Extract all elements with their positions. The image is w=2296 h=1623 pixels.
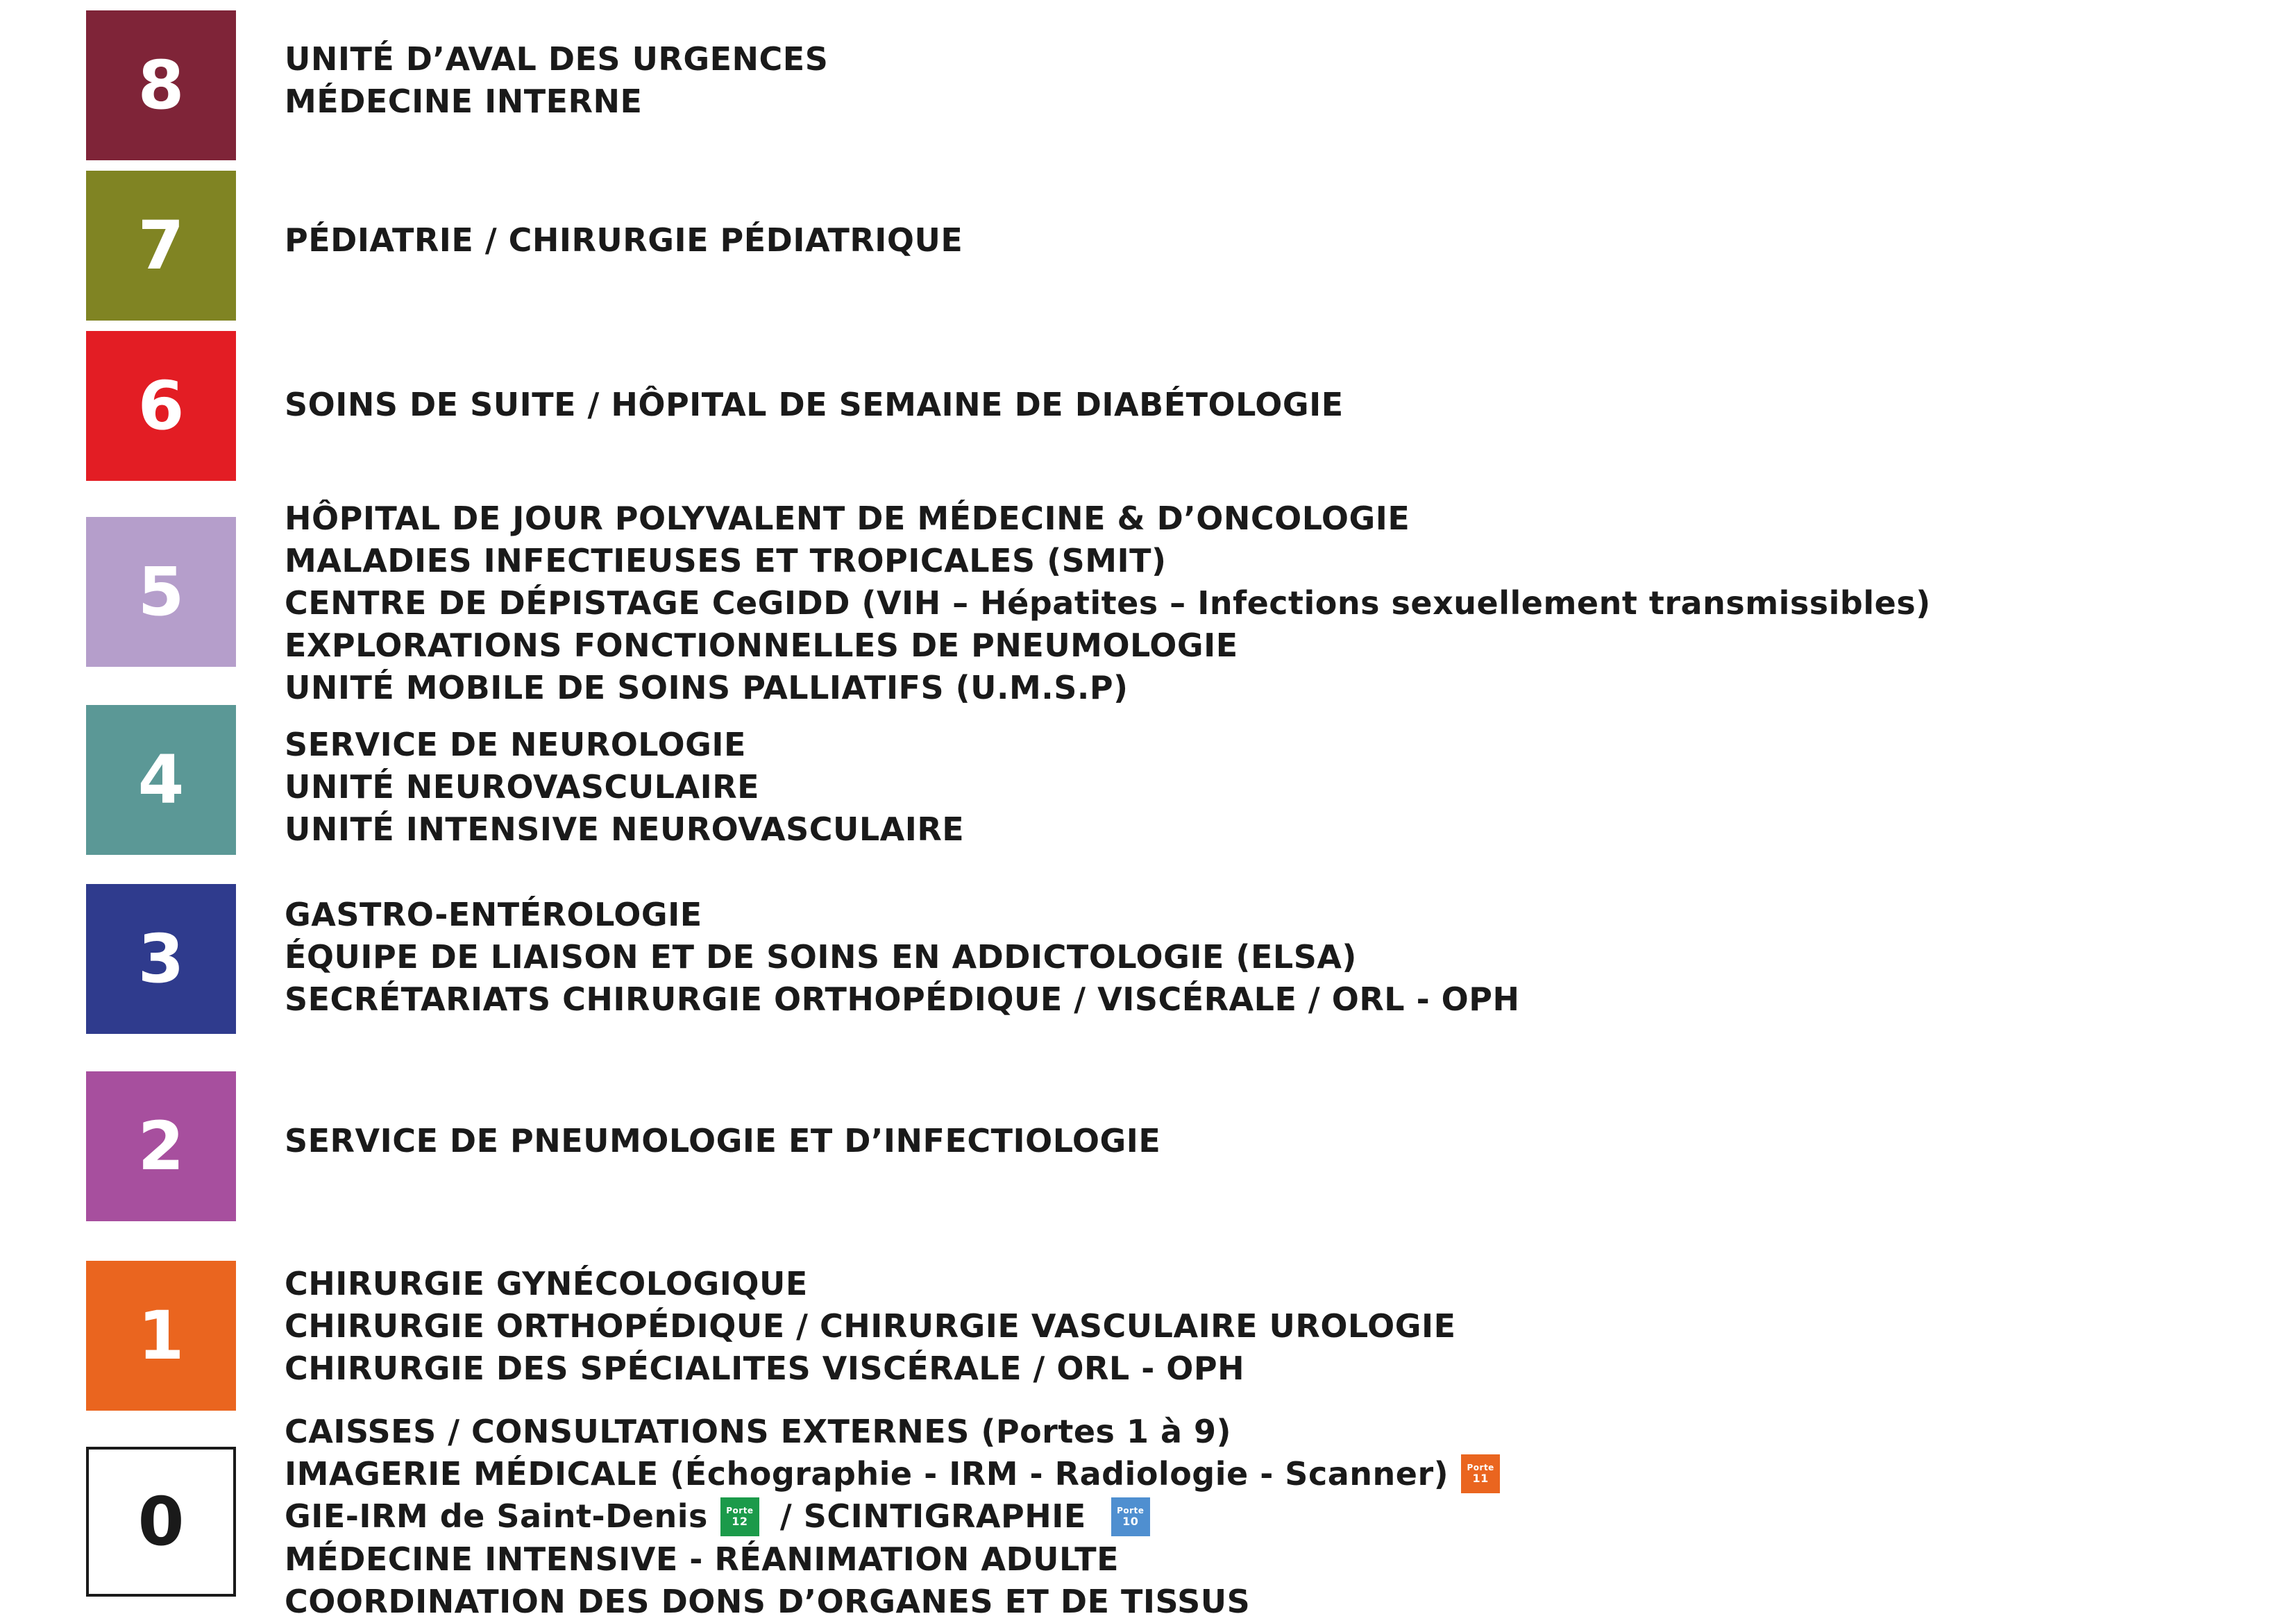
floor-5-line-4: EXPLORATIONS FONCTIONNELLES DE PNEUMOLOGIE (285, 627, 1238, 664)
floor-badge-3 (86, 884, 236, 1034)
floor-1-line-1: CHIRURGIE GYNÉCOLOGIQUE (285, 1265, 808, 1302)
floor-badge-7 (86, 171, 236, 321)
floor-number-8: 8 (137, 46, 185, 124)
floor-badge-5 (86, 517, 236, 667)
floor-1-line-2: CHIRURGIE ORTHOPÉDIQUE / CHIRURGIE VASCULAIRE UROLOGIE (285, 1307, 1456, 1345)
floor-1-line-3: CHIRURGIE DES SPÉCIALITES VISCÉRALE / ORL - OPH (285, 1350, 1245, 1387)
floor-5-line-3: CENTRE DE DÉPISTAGE CeGIDD (VIH – Hépatites – Infections sexuellement transmissibles) (285, 584, 1931, 622)
floor-3-line-1: GASTRO-ENTÉROLOGIE (285, 896, 702, 933)
floor-directory-8 (285, 38, 2268, 123)
porte-10-label: Porte (1117, 1505, 1145, 1515)
floor-badge-8 (86, 10, 236, 160)
floor-0-line-1: CAISSES / CONSULTATIONS EXTERNES (Portes 1 à 9) (285, 1412, 1232, 1450)
porte-10-number: 10 (1122, 1514, 1139, 1528)
porte-10-tag (1111, 1497, 1150, 1536)
floor-8-line-1: UNITÉ D’AVAL DES URGENCES (285, 40, 829, 78)
floor-3-line-3: SECRÉTARIATS CHIRURGIE ORTHOPÉDIQUE / VISCÉRALE / ORL - OPH (285, 980, 1520, 1018)
floor-number-7: 7 (137, 207, 185, 284)
floor-number-5: 5 (137, 553, 185, 631)
floor-badge-1 (86, 1261, 236, 1411)
porte-12-tag (720, 1497, 759, 1536)
floor-8-line-2: MÉDECINE INTERNE (285, 83, 643, 120)
floor-0-line-5: COORDINATION DES DONS D’ORGANES ET DE TISSUS (285, 1582, 1251, 1620)
floor-5-line-1: HÔPITAL DE JOUR POLYVALENT DE MÉDECINE & D’ONCOLOGIE (285, 500, 1410, 537)
floor-directory-0 (285, 1411, 2268, 1622)
floor-5-line-5: UNITÉ MOBILE DE SOINS PALLIATIFS (U.M.S.P) (285, 669, 1129, 706)
floor-number-6: 6 (137, 367, 185, 445)
floor-directory-6 (285, 384, 2268, 426)
floor-0-line-3-text-a: GIE-IRM de Saint-Denis (285, 1497, 708, 1535)
floor-number-0: 0 (137, 1483, 185, 1561)
floor-number-1: 1 (137, 1297, 185, 1375)
floor-directory-1 (285, 1263, 2268, 1390)
floor-7-line-1: PÉDIATRIE / CHIRURGIE PÉDIATRIQUE (285, 221, 963, 259)
floor-number-4: 4 (137, 741, 185, 819)
floor-3-line-2: ÉQUIPE DE LIAISON ET DE SOINS EN ADDICTOLOGIE (ELSA) (285, 938, 1357, 976)
porte-11-tag (1461, 1454, 1500, 1493)
floor-4-line-3: UNITÉ INTENSIVE NEUROVASCULAIRE (285, 810, 965, 848)
floor-0-line-3-text-b: / SCINTIGRAPHIE (779, 1497, 1086, 1535)
floor-0-line-2 (285, 1453, 2268, 1496)
floor-number-2: 2 (137, 1107, 185, 1185)
floor-6-line-1: SOINS DE SUITE / HÔPITAL DE SEMAINE DE DIABÉTOLOGIE (285, 386, 1344, 423)
floor-0-line-4: MÉDECINE INTENSIVE - RÉANIMATION ADULTE (285, 1540, 1120, 1578)
porte-12-number: 12 (732, 1514, 748, 1528)
porte-12-label: Porte (726, 1505, 754, 1515)
floor-5-line-2: MALADIES INFECTIEUSES ET TROPICALES (SMIT) (285, 542, 1167, 579)
porte-11-number: 11 (1472, 1472, 1489, 1485)
floor-directory-2 (285, 1120, 2268, 1162)
floor-badge-6 (86, 331, 236, 481)
floor-4-line-2: UNITÉ NEUROVASCULAIRE (285, 768, 760, 806)
floor-4-line-1: SERVICE DE NEUROLOGIE (285, 726, 746, 763)
floor-directory-7 (285, 219, 2268, 262)
floor-0-line-2-text: IMAGERIE MÉDICALE (Échographie - IRM - Radiologie - Scanner) (285, 1454, 1449, 1493)
floor-badge-4 (86, 705, 236, 855)
floor-number-3: 3 (137, 920, 185, 998)
floor-0-line-3 (285, 1495, 2268, 1538)
floor-2-line-1: SERVICE DE PNEUMOLOGIE ET D’INFECTIOLOGIE (285, 1122, 1161, 1159)
floor-directory-3 (285, 894, 2268, 1021)
floor-directory-5 (285, 498, 2268, 709)
floor-badge-0 (86, 1447, 236, 1597)
floor-badge-2 (86, 1071, 236, 1221)
floor-directory-4 (285, 724, 2268, 851)
porte-11-label: Porte (1467, 1463, 1494, 1472)
